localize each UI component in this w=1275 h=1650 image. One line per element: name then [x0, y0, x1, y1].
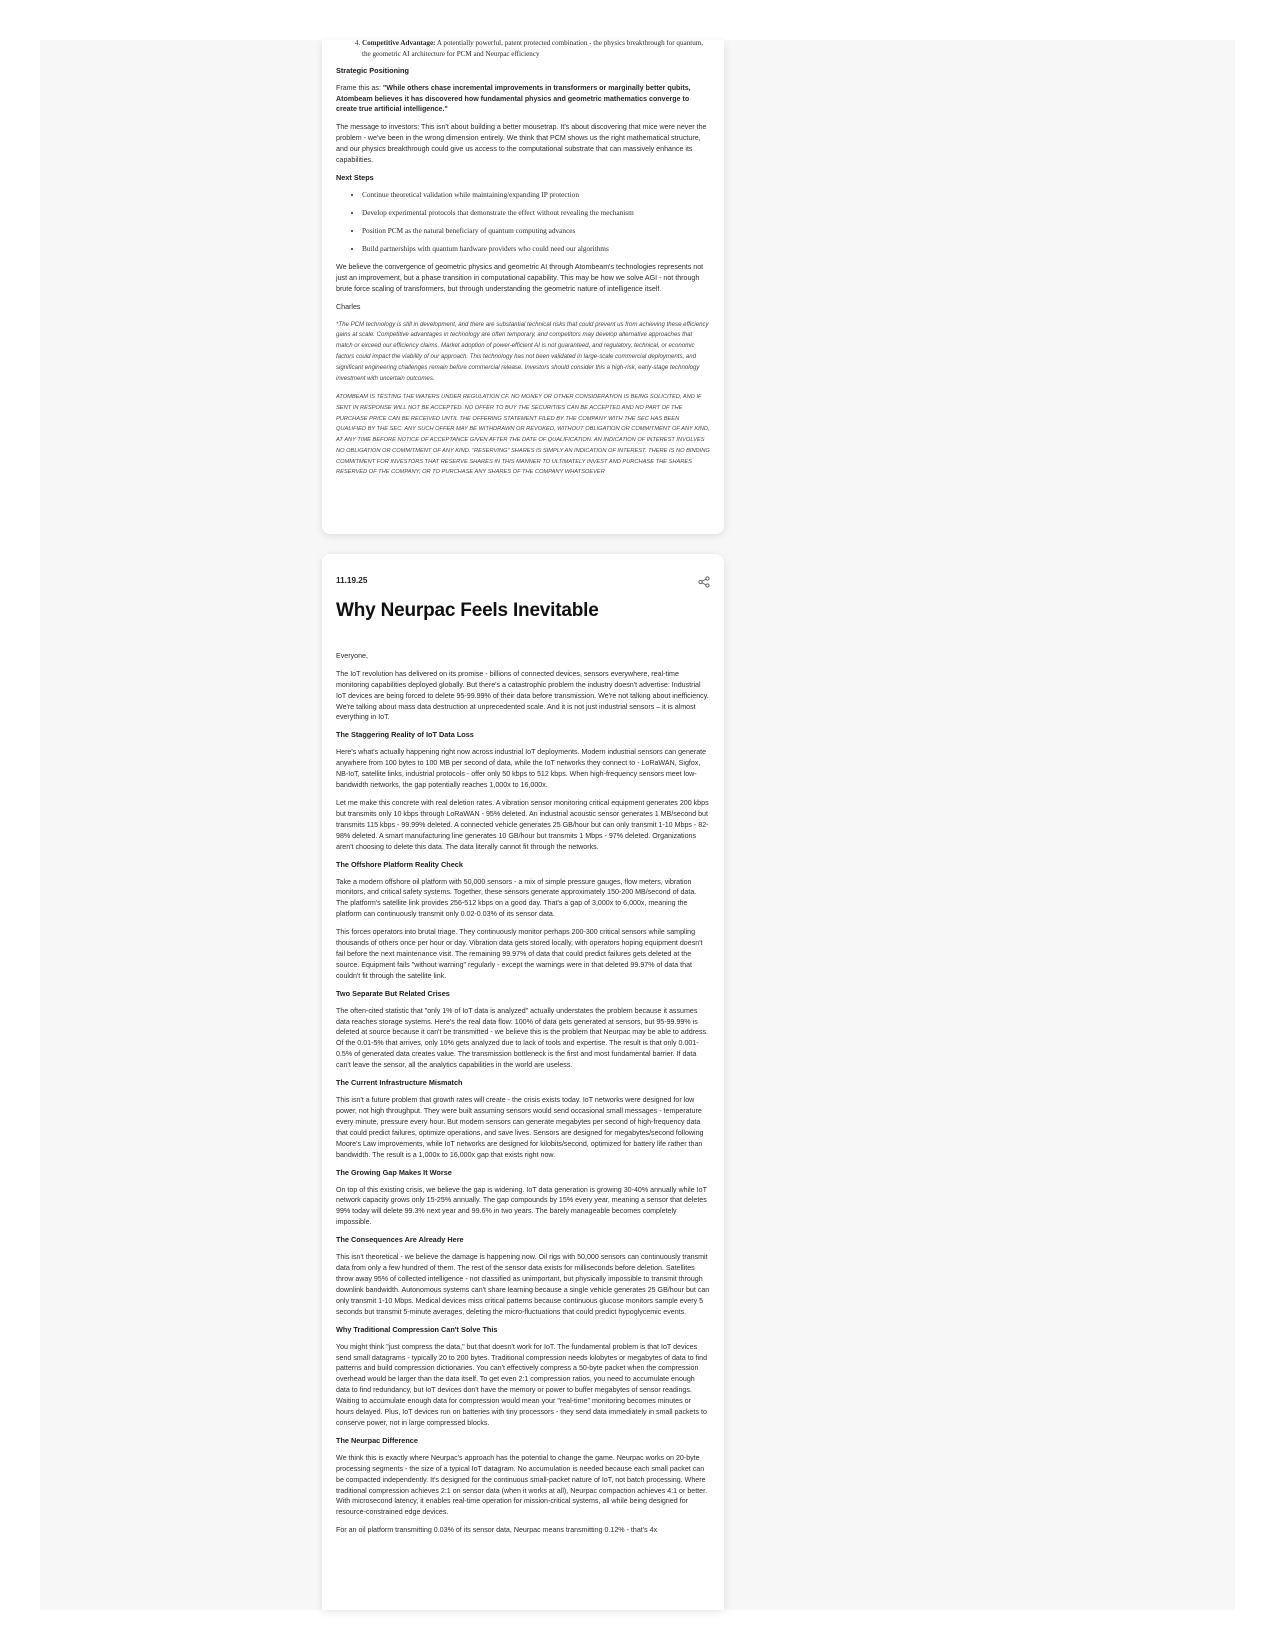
greeting: Everyone,	[336, 651, 368, 660]
paragraph: This isn't theoretical - we believe the damage is happening now. Oil rigs with 50,000 sensors can continuously transmit data from only a few hundred of them. The rest of the sensor data exists for milliseconds before deletion. Satellites throw away 95% of collected intelligence - not classified as unimportant, but physically impossible to transmit through downlink bandwidth. Autonomous systems can't share learning because a single vehicle generates 25 GB/hour but can only transmit 1-10 Mbps. Medical devices miss critical patterns because continuous glucose monitors sample every 5 seconds but transmit 5-minute averages, deleting the micro-fluctuations that could predict hypoglycemic events.	[336, 1253, 710, 1316]
heading-offshore: The Offshore Platform Reality Check	[336, 859, 463, 869]
post-card	[322, 554, 724, 1610]
legal-notice: ATOMBEAM IS TESTING THE WATERS UNDER REGULATION CF. NO MONEY OR OTHER CONSIDERATION IS BEING SOLICITED, AND IF SENT IN RESPONSE WILL NOT BE ACCEPTED. NO OFFER TO BUY THE SECURITIES CAN BE ACCEPTED AND NO PART OF THE PURCHASE PRICE CAN BE RECEIVED UNTIL THE OFFERING STATEMENT FILED BY THE COMPANY WITH THE SEC HAS BEEN QUALIFIED BY THE SEC. ANY SUCH OFFER MAY BE WITHDRAWN OR REVOKED, WITHOUT OBLIGATION OR COMMITMENT OF ANY KIND, AT ANY TIME BEFORE NOTICE OF ACCEPTANCE GIVEN AFTER THE DATE OF QUALIFICATION. AN INDICATION OF INTEREST INVOLVES NO OBLIGATION OR COMMITMENT OF ANY KIND. "RESERVING" SHARES IS SIMPLY AN INDICATION OF INTEREST. THERE IS NO BINDING COMMITMENT FOR INVESTORS THAT RESERVE SHARES IN THIS MANNER TO ULTIMATELY INVEST AND PURCHASE THE SHARES RESERVED OF THE COMPANY, OR TO PURCHASE ANY SHARES OF THE COMPANY WHATSOEVER	[336, 394, 710, 476]
frame-quote: "While others chase incremental improvements in transformers or marginally better qubits, Atombeam believes it has discovered how fundamental physics and geometric mathematics converge to create true artificial intelligence."	[336, 83, 691, 114]
post-date: 11.19.25	[336, 576, 368, 585]
heading-data-loss: The Staggering Reality of IoT Data Loss	[336, 730, 474, 740]
list-item: • Build partnerships with quantum hardware providers who could need our algorithms	[362, 244, 710, 254]
list-item: • Continue theoretical validation while maintaining/expanding IP protection	[362, 190, 710, 200]
heading-two-crises: Two Separate But Related Crises	[336, 988, 450, 998]
heading-strategic-positioning: Strategic Positioning	[336, 65, 409, 75]
heading-compression: Why Traditional Compression Can't Solve This	[336, 1324, 498, 1334]
heading-consequences: The Consequences Are Already Here	[336, 1235, 464, 1245]
paragraph: This forces operators into brutal triage. They continuously monitor perhaps 200-300 critical sensors while sampling thousands of others once per hour or day. Vibration data gets stored locally, with operators hoping equipment doesn't fail before the next maintenance visit. The remaining 99.97% of data that could predict failures gets deleted at the source. Equipment fails "without warning" regularly - except the warnings were in that deleted 99.97% of data that couldn't fit through the satellite link.	[336, 928, 703, 980]
paragraph: We think this is exactly where Neurpac's approach has the potential to change the game. Neurpac works on 20-byte processing segments - the size of a typical IoT datagram. No accumulation is needed because each small packet can be compacted independently. It's designed for the continuous small-packet nature of IoT, not batch processing. Where traditional compression achieves 2:1 on sensor data (when it works at all), Neurpac compaction achieves 4:1 or better. With microsecond latency, it enables real-time operation for mission-critical systems, all while being designed for resource-constrained edge devices.	[336, 1453, 708, 1517]
share-icon[interactable]	[698, 576, 710, 588]
post-title: Why Neurpac Feels Inevitable	[336, 599, 599, 621]
numbered-list	[336, 40, 710, 60]
paragraph-believe: We believe the convergence of geometric physics and geometric AI through Atombeam's technologies represents not just an improvement, but a phase transition in computational capability. This may be how we solve AGI - not through brute force scaling of transformers, but through understanding the geometric nature of intelligence itself.	[336, 262, 704, 293]
paragraph-frame	[336, 83, 710, 116]
heading-next-steps: Next Steps	[336, 172, 374, 182]
frame-lead: Frame this as:	[336, 83, 383, 92]
list-item-competitive-advantage	[362, 40, 710, 60]
heading-infrastructure: The Current Infrastructure Mismatch	[336, 1078, 463, 1088]
paragraph-intro: The IoT revolution has delivered on its promise - billions of connected devices, sensors everywhere, real-time monitoring capabilities deployed globally. But there's a catastrophic problem the industry doesn't advertise: Industrial IoT devices are being forced to delete 95-99.99% of their data before transmission. We're not talking about inefficiency. We're talking about mass data destruction at unprecedented scale. And it is not just industrial sensors – it is almost everything in IoT.	[336, 669, 709, 722]
disclaimer: *The PCM technology is still in development, and there are substantial technical risks that could prevent us from achieving these efficiency gains at scale. Competitive advantages in technology are often temporary, and competitors may develop alternative approaches that match or exceed our efficiency claims. Market adoption of power-efficient AI is not guaranteed, and regulatory, technical, or economic factors could impact the viability of our approach. This technology has not been validated in large-scale commercial deployments, and significant engineering challenges remain before commercial release. Investors should consider this a high-risk, early-stage technology investment with uncertain outcomes.	[336, 320, 709, 382]
post-card-previous	[322, 40, 724, 534]
paragraph: This isn't a future problem that growth rates will create - the crisis exists today. IoT networks were designed for low power, not high throughput. They were built assuming sensors would send occasional small messages - temperature every minute, pressure every hour. But modern sensors can generate megabytes per second of high-frequency data that could predict failures, optimize operations, and save lives. Sensors are designed for megabytes/second following Moore's Law improvements, while IoT networks are designed for kilobits/second, optimized for battery life rather than bandwidth. The result is a 1,000x to 16,000x gap that exists right now.	[336, 1096, 704, 1159]
paragraph: On top of this existing crisis, we believe the gap is widening. IoT data generation is growing 30-40% annually while IoT network capacity grows only 15-25% annually. The gap compounds by 15% every year, meaning a sensor that deletes 99% today will delete 99.3% next year and 99.6% in two years. The barely manageable becomes completely impossible.	[336, 1185, 707, 1227]
list-item: • Develop experimental protocols that demonstrate the effect without revealing the mechanism	[362, 208, 710, 218]
paragraph-message: The message to investors: This isn't about building a better mousetrap. It's about discovering that mice were never the problem - we've been in the wrong dimension entirely. We think that PCM shows us the right mathematical structure, and our physics breakthrough could give us access to the computational substrate that can massively enhance its capabilities.	[336, 123, 707, 165]
list-item: • Position PCM as the natural beneficiary of quantum computing advances	[362, 226, 710, 236]
heading-neurpac-difference: The Neurpac Difference	[336, 1435, 418, 1445]
paragraph: You might think "just compress the data," but that doesn't work for IoT. The fundamental problem is that IoT devices send small datagrams - typically 20 to 200 bytes. Traditional compression needs kilobytes or megabytes of data to find patterns and build compression dictionaries. You can't effectively compress a 50-byte packet when the compression overhead would be larger than the data itself. To get even 2:1 compression ratios, you need to accumulate enough data to find redundancy, but IoT devices don't have the memory or power to buffer megabytes of sensor readings. Waiting to accumulate enough data for compression would mean your "real-time" monitoring becomes minutes or hours delayed. Plus, IoT devices run on batteries with tiny processors - they send data immediately in small packets to conserve power, not in large compressed blocks.	[336, 1342, 708, 1427]
next-steps-list	[336, 190, 710, 254]
signoff: Charles	[336, 302, 361, 311]
paragraph: The often-cited statistic that "only 1% of IoT data is analyzed" actually understates the problem because it assumes data reaches storage systems. Here's the real data flow: 100% of data gets generated at sensors, but 95-99.99% is deleted at source because it can't be transmitted - we believe this is the problem that Neurpac may be able to address. Of the 0.01-5% that arrives, only 10% gets analyzed due to lack of tools and expertise. The result is that only 0.001-0.5% of generated data creates value. The transmission bottleneck is the first and most fundamental barrier. If data can't leave the sensor, all the analytics capabilities in the world are useless.	[336, 1006, 709, 1070]
heading-growing-gap: The Growing Gap Makes It Worse	[336, 1167, 452, 1177]
paragraph: Let me make this concrete with real deletion rates. A vibration sensor monitoring critical equipment generates 200 kbps but transmits only 10 kbps through LoRaWAN - 95% deleted. An industrial acoustic sensor generates 1 MB/second but transmits 115 kbps - 99.99% deleted. A connected vehicle generates 25 GB/hour but can only transmit 1-10 Mbps - 82-98% deleted. A smart manufacturing line generates 10 GB/hour but transmits 1 Mbps - 97% deleted. Organizations aren't choosing to delete this data. The data literally cannot fit through the networks.	[336, 798, 709, 851]
paragraph: Take a modern offshore oil platform with 50,000 sensors - a mix of simple pressure gauges, flow meters, vibration monitors, and critical safety systems. Together, these sensors generate approximately 150-200 MB/second of data. The platform's satellite link provides 256-512 kbps on a good day. That's a gap of 3,000x to 6,000x, meaning the platform can continuously transmit only 0.02-0.03% of its sensor data.	[336, 877, 697, 919]
list-item-bold: Competitive Advantage:	[362, 40, 436, 47]
paragraph-cutoff: For an oil platform transmitting 0.03% of its sensor data, Neurpac means transmitting 0.12% - that's 4x	[336, 1526, 658, 1535]
paragraph: Here's what's actually happening right now across industrial IoT deployments. Modern industrial sensors can generate anywhere from 100 bytes to 100 MB per second of data, while the IoT networks they connect to - LoRaWAN, Sigfox, NB-IoT, satellite links, industrial protocols - offer only 50 kbps to 512 kbps. When high-frequency sensors meet low-bandwidth networks, the gap potentially reaches 1,000x to 16,000x.	[336, 748, 707, 790]
list-item-text: A potentially powerful, patent protected combination - the physics breakthrough for quantum, the geometric AI architecture for PCM and Neurpac efficiency	[362, 40, 704, 58]
